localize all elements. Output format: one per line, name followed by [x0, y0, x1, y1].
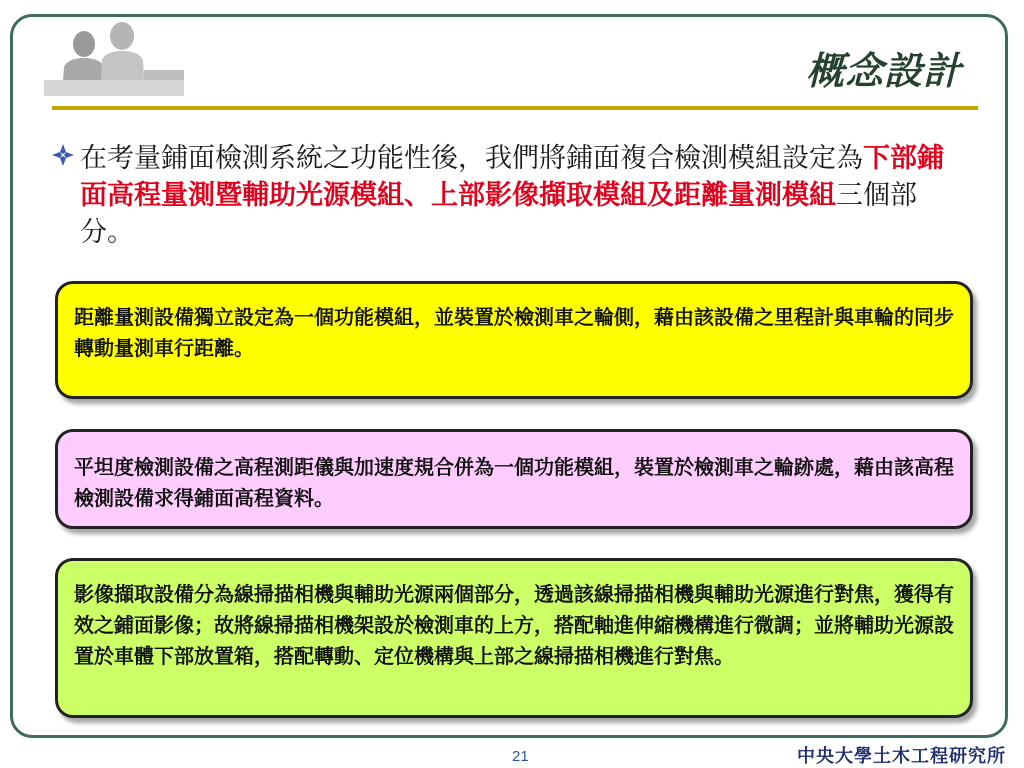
image-capture-module-box: 影像擷取設備分為線掃描相機與輔助光源兩個部分，透過該線掃描相機與輔助光源進行對焦，獲得有效之鋪面影像；故將線掃描相機架設於檢測車的上方，搭配軸進伸縮機構進行微調；並將輔助光源設置於車體下部放置箱，搭配轉動、定位機構與上部之線掃描相機進行對焦。 [55, 558, 973, 718]
bullet-text-after: 三個部分。 [80, 180, 917, 248]
bullet-text [80, 140, 970, 251]
bullet-text-before: 在考量鋪面檢測系統之功能性後，我們將鋪面複合檢測模組設定為 [80, 143, 863, 174]
distance-module-box: 距離量測設備獨立設定為一個功能模組，並裝置於檢測車之輪側，藉由該設備之里程計與車輪的同步轉動量測車行距離。 [55, 281, 973, 399]
bullet-paragraph [50, 140, 970, 251]
business-people-logo-icon [44, 22, 224, 96]
page-number: 21 [512, 748, 529, 765]
slide-title: 概念設計 [805, 49, 962, 93]
flatness-module-box: 平坦度檢測設備之高程測距儀與加速度規合併為一個功能模組，裝置於檢測車之輪跡處，藉由該高程檢測設備求得鋪面高程資料。 [55, 429, 973, 529]
footer-organization: 中央大學土木工程研究所 [797, 746, 1006, 767]
title-divider [52, 106, 978, 110]
diamond-bullet-icon [50, 142, 76, 168]
bullet-highlight: 下部鋪面高程量測暨輔助光源模組、上部影像擷取模組及距離量測模組 [80, 143, 944, 211]
